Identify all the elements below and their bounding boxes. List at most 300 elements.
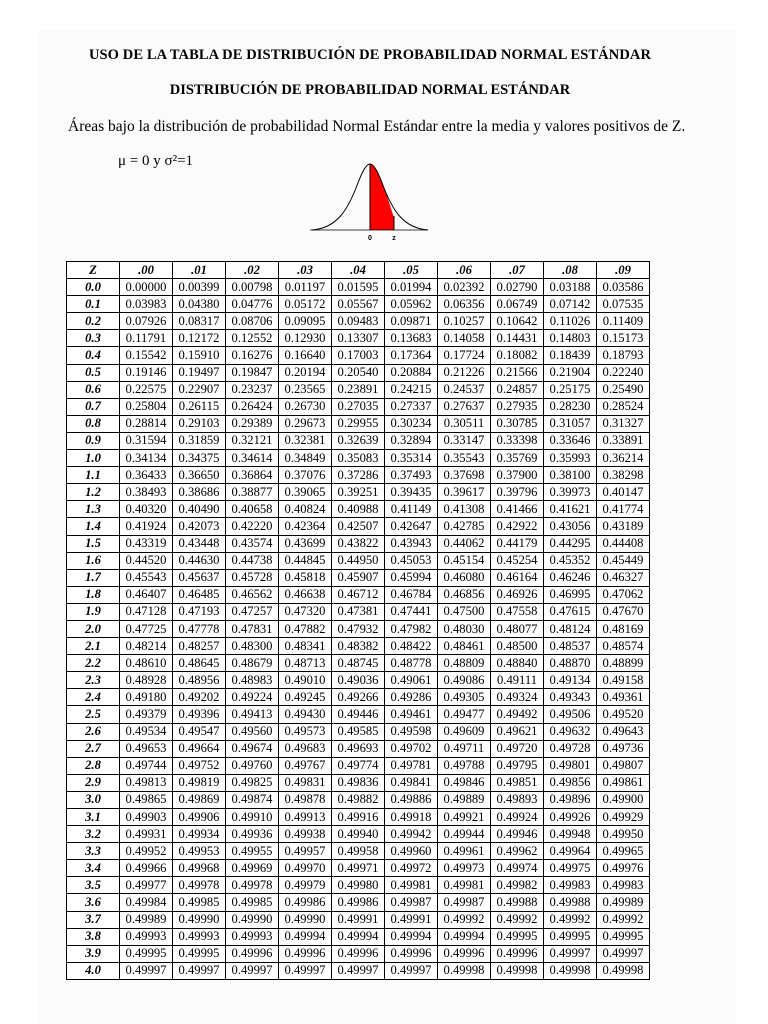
table-cell: 0.49993 bbox=[120, 928, 173, 945]
table-cell: 0.49996 bbox=[279, 945, 332, 962]
table-row bbox=[67, 791, 650, 808]
row-header-z: 0.2 bbox=[67, 313, 120, 330]
table-cell: 0.43574 bbox=[226, 535, 279, 552]
table-cell: 0.49893 bbox=[491, 791, 544, 808]
table-cell: 0.34134 bbox=[120, 450, 173, 467]
table-cell: 0.49801 bbox=[544, 757, 597, 774]
table-cell: 0.48983 bbox=[226, 672, 279, 689]
table-cell: 0.18439 bbox=[544, 347, 597, 364]
table-cell: 0.49964 bbox=[544, 843, 597, 860]
table-cell: 0.45352 bbox=[544, 552, 597, 569]
table-cell: 0.34375 bbox=[173, 450, 226, 467]
table-cell: 0.38100 bbox=[544, 467, 597, 484]
row-header-z: 3.1 bbox=[67, 809, 120, 826]
table-row bbox=[67, 620, 650, 637]
table-cell: 0.07926 bbox=[120, 313, 173, 330]
table-cell: 0.49948 bbox=[544, 826, 597, 843]
table-cell: 0.39617 bbox=[438, 484, 491, 501]
shaded-area bbox=[370, 164, 394, 230]
table-cell: 0.33891 bbox=[597, 432, 650, 449]
table-cell: 0.01994 bbox=[385, 279, 438, 296]
table-cell: 0.11026 bbox=[544, 313, 597, 330]
table-cell: 0.48809 bbox=[438, 655, 491, 672]
table-cell: 0.46638 bbox=[279, 586, 332, 603]
table-cell: 0.48537 bbox=[544, 638, 597, 655]
table-cell: 0.49931 bbox=[120, 826, 173, 843]
table-cell: 0.49396 bbox=[173, 706, 226, 723]
table-cell: 0.02790 bbox=[491, 279, 544, 296]
table-row bbox=[67, 432, 650, 449]
table-cell: 0.43189 bbox=[597, 518, 650, 535]
table-cell: 0.49998 bbox=[544, 962, 597, 979]
table-cell: 0.41466 bbox=[491, 501, 544, 518]
table-row bbox=[67, 689, 650, 706]
table-cell: 0.49944 bbox=[438, 826, 491, 843]
table-cell: 0.00000 bbox=[120, 279, 173, 296]
table-cell: 0.47670 bbox=[597, 603, 650, 620]
table-body bbox=[67, 279, 650, 980]
row-header-z: 4.0 bbox=[67, 962, 120, 979]
table-cell: 0.49134 bbox=[544, 672, 597, 689]
table-row bbox=[67, 809, 650, 826]
table-cell: 0.49997 bbox=[226, 962, 279, 979]
table-cell: 0.49461 bbox=[385, 706, 438, 723]
table-cell: 0.08317 bbox=[173, 313, 226, 330]
table-cell: 0.49831 bbox=[279, 774, 332, 791]
table-cell: 0.49158 bbox=[597, 672, 650, 689]
table-cell: 0.49585 bbox=[332, 723, 385, 740]
table-cell: 0.19146 bbox=[120, 364, 173, 381]
table-cell: 0.48574 bbox=[597, 638, 650, 655]
table-cell: 0.38877 bbox=[226, 484, 279, 501]
table-cell: 0.49992 bbox=[597, 911, 650, 928]
table-cell: 0.23565 bbox=[279, 381, 332, 398]
table-cell: 0.45907 bbox=[332, 569, 385, 586]
table-cell: 0.44738 bbox=[226, 552, 279, 569]
table-cell: 0.49952 bbox=[120, 843, 173, 860]
table-cell: 0.46784 bbox=[385, 586, 438, 603]
table-cell: 0.48745 bbox=[332, 655, 385, 672]
table-cell: 0.45154 bbox=[438, 552, 491, 569]
table-cell: 0.49991 bbox=[332, 911, 385, 928]
table-cell: 0.47982 bbox=[385, 620, 438, 637]
table-cell: 0.40147 bbox=[597, 484, 650, 501]
table-cell: 0.45637 bbox=[173, 569, 226, 586]
table-cell: 0.46995 bbox=[544, 586, 597, 603]
table-cell: 0.11409 bbox=[597, 313, 650, 330]
table-cell: 0.49962 bbox=[491, 843, 544, 860]
table-cell: 0.44179 bbox=[491, 535, 544, 552]
table-cell: 0.13307 bbox=[332, 330, 385, 347]
table-cell: 0.49997 bbox=[120, 962, 173, 979]
table-row bbox=[67, 655, 650, 672]
table-cell: 0.49324 bbox=[491, 689, 544, 706]
table-cell: 0.28230 bbox=[544, 398, 597, 415]
table-cell: 0.35543 bbox=[438, 450, 491, 467]
table-cell: 0.29103 bbox=[173, 415, 226, 432]
table-cell: 0.47882 bbox=[279, 620, 332, 637]
table-cell: 0.31594 bbox=[120, 432, 173, 449]
row-header-z: 2.8 bbox=[67, 757, 120, 774]
row-header-z: 2.4 bbox=[67, 689, 120, 706]
table-cell: 0.47128 bbox=[120, 603, 173, 620]
table-cell: 0.47193 bbox=[173, 603, 226, 620]
table-cell: 0.44295 bbox=[544, 535, 597, 552]
table-cell: 0.26424 bbox=[226, 398, 279, 415]
table-row bbox=[67, 364, 650, 381]
table-cell: 0.23237 bbox=[226, 381, 279, 398]
table-cell: 0.42073 bbox=[173, 518, 226, 535]
table-cell: 0.47320 bbox=[279, 603, 332, 620]
table-cell: 0.49767 bbox=[279, 757, 332, 774]
table-cell: 0.49989 bbox=[597, 894, 650, 911]
table-cell: 0.48300 bbox=[226, 638, 279, 655]
table-cell: 0.34614 bbox=[226, 450, 279, 467]
table-cell: 0.49379 bbox=[120, 706, 173, 723]
table-row bbox=[67, 484, 650, 501]
table-cell: 0.09095 bbox=[279, 313, 332, 330]
table-cell: 0.30511 bbox=[438, 415, 491, 432]
table-row bbox=[67, 860, 650, 877]
table-cell: 0.49995 bbox=[597, 928, 650, 945]
table-cell: 0.32894 bbox=[385, 432, 438, 449]
table-cell: 0.49994 bbox=[279, 928, 332, 945]
table-row bbox=[67, 706, 650, 723]
table-cell: 0.20540 bbox=[332, 364, 385, 381]
table-cell: 0.49413 bbox=[226, 706, 279, 723]
table-cell: 0.49990 bbox=[279, 911, 332, 928]
row-header-z: 3.3 bbox=[67, 843, 120, 860]
table-cell: 0.20194 bbox=[279, 364, 332, 381]
table-cell: 0.23891 bbox=[332, 381, 385, 398]
table-cell: 0.49878 bbox=[279, 791, 332, 808]
table-row bbox=[67, 518, 650, 535]
row-header-z: 0.1 bbox=[67, 296, 120, 313]
table-cell: 0.27035 bbox=[332, 398, 385, 415]
table-cell: 0.49997 bbox=[544, 945, 597, 962]
table-cell: 0.47932 bbox=[332, 620, 385, 637]
table-cell: 0.08706 bbox=[226, 313, 279, 330]
table-row bbox=[67, 603, 650, 620]
table-description: Áreas bajo la distribución de probabilidad Normal Estándar entre la media y valores positivos de Z. bbox=[68, 118, 686, 135]
table-cell: 0.41621 bbox=[544, 501, 597, 518]
table-cell: 0.49934 bbox=[173, 826, 226, 843]
table-cell: 0.27337 bbox=[385, 398, 438, 415]
table-cell: 0.49896 bbox=[544, 791, 597, 808]
table-cell: 0.47381 bbox=[332, 603, 385, 620]
table-cell: 0.48077 bbox=[491, 620, 544, 637]
table-cell: 0.49998 bbox=[491, 962, 544, 979]
table-cell: 0.22240 bbox=[597, 364, 650, 381]
table-cell: 0.46856 bbox=[438, 586, 491, 603]
table-cell: 0.49534 bbox=[120, 723, 173, 740]
table-cell: 0.47441 bbox=[385, 603, 438, 620]
table-cell: 0.03983 bbox=[120, 296, 173, 313]
table-cell: 0.49573 bbox=[279, 723, 332, 740]
table-cell: 0.48778 bbox=[385, 655, 438, 672]
table-cell: 0.49997 bbox=[173, 962, 226, 979]
table-cell: 0.49938 bbox=[279, 826, 332, 843]
table-cell: 0.22907 bbox=[173, 381, 226, 398]
table-cell: 0.49970 bbox=[279, 860, 332, 877]
table-cell: 0.49492 bbox=[491, 706, 544, 723]
table-cell: 0.49994 bbox=[332, 928, 385, 945]
table-cell: 0.49940 bbox=[332, 826, 385, 843]
table-cell: 0.45543 bbox=[120, 569, 173, 586]
table-cell: 0.22575 bbox=[120, 381, 173, 398]
table-cell: 0.39435 bbox=[385, 484, 438, 501]
row-header-z: 2.0 bbox=[67, 620, 120, 637]
table-cell: 0.19847 bbox=[226, 364, 279, 381]
table-cell: 0.49621 bbox=[491, 723, 544, 740]
row-header-z: 3.8 bbox=[67, 928, 120, 945]
table-cell: 0.12552 bbox=[226, 330, 279, 347]
z-table bbox=[66, 261, 650, 980]
table-cell: 0.49965 bbox=[597, 843, 650, 860]
table-cell: 0.49846 bbox=[438, 774, 491, 791]
table-cell: 0.07142 bbox=[544, 296, 597, 313]
table-cell: 0.43822 bbox=[332, 535, 385, 552]
table-cell: 0.49958 bbox=[332, 843, 385, 860]
row-header-z: 3.6 bbox=[67, 894, 120, 911]
table-cell: 0.49985 bbox=[226, 894, 279, 911]
table-cell: 0.49985 bbox=[173, 894, 226, 911]
table-cell: 0.47725 bbox=[120, 620, 173, 637]
table-cell: 0.48899 bbox=[597, 655, 650, 672]
table-cell: 0.49653 bbox=[120, 740, 173, 757]
table-cell: 0.02392 bbox=[438, 279, 491, 296]
table-cell: 0.49990 bbox=[226, 911, 279, 928]
table-cell: 0.49446 bbox=[332, 706, 385, 723]
table-cell: 0.48257 bbox=[173, 638, 226, 655]
table-cell: 0.49343 bbox=[544, 689, 597, 706]
table-cell: 0.49643 bbox=[597, 723, 650, 740]
table-cell: 0.48956 bbox=[173, 672, 226, 689]
table-row bbox=[67, 330, 650, 347]
table-cell: 0.48461 bbox=[438, 638, 491, 655]
table-cell: 0.49224 bbox=[226, 689, 279, 706]
table-row bbox=[67, 415, 650, 432]
table-row bbox=[67, 894, 650, 911]
table-row bbox=[67, 774, 650, 791]
table-cell: 0.49976 bbox=[597, 860, 650, 877]
table-cell: 0.19497 bbox=[173, 364, 226, 381]
row-header-z: 2.3 bbox=[67, 672, 120, 689]
table-cell: 0.49996 bbox=[491, 945, 544, 962]
row-header-z: 2.7 bbox=[67, 740, 120, 757]
table-cell: 0.49987 bbox=[438, 894, 491, 911]
table-cell: 0.49736 bbox=[597, 740, 650, 757]
table-cell: 0.49632 bbox=[544, 723, 597, 740]
table-cell: 0.30234 bbox=[385, 415, 438, 432]
table-cell: 0.47831 bbox=[226, 620, 279, 637]
table-cell: 0.47615 bbox=[544, 603, 597, 620]
table-cell: 0.49984 bbox=[120, 894, 173, 911]
table-cell: 0.49974 bbox=[491, 860, 544, 877]
table-cell: 0.49929 bbox=[597, 809, 650, 826]
table-row bbox=[67, 398, 650, 415]
table-cell: 0.49180 bbox=[120, 689, 173, 706]
row-header-z: 0.9 bbox=[67, 432, 120, 449]
table-cell: 0.49036 bbox=[332, 672, 385, 689]
row-header-z: 2.2 bbox=[67, 655, 120, 672]
table-cell: 0.29389 bbox=[226, 415, 279, 432]
row-header-z: 2.1 bbox=[67, 638, 120, 655]
table-cell: 0.48679 bbox=[226, 655, 279, 672]
table-cell: 0.06356 bbox=[438, 296, 491, 313]
table-row bbox=[67, 877, 650, 894]
table-cell: 0.17003 bbox=[332, 347, 385, 364]
table-row bbox=[67, 723, 650, 740]
table-cell: 0.49861 bbox=[597, 774, 650, 791]
table-cell: 0.49882 bbox=[332, 791, 385, 808]
table-cell: 0.48840 bbox=[491, 655, 544, 672]
header-row bbox=[67, 262, 650, 279]
table-row bbox=[67, 450, 650, 467]
row-header-z: 0.0 bbox=[67, 279, 120, 296]
table-cell: 0.07535 bbox=[597, 296, 650, 313]
table-cell: 0.49942 bbox=[385, 826, 438, 843]
table-cell: 0.49946 bbox=[491, 826, 544, 843]
table-cell: 0.49916 bbox=[332, 809, 385, 826]
table-cell: 0.49993 bbox=[173, 928, 226, 945]
table-cell: 0.49995 bbox=[491, 928, 544, 945]
table-cell: 0.33147 bbox=[438, 432, 491, 449]
table-cell: 0.49988 bbox=[491, 894, 544, 911]
table-cell: 0.49869 bbox=[173, 791, 226, 808]
table-cell: 0.31859 bbox=[173, 432, 226, 449]
table-cell: 0.40658 bbox=[226, 501, 279, 518]
table-cell: 0.49991 bbox=[385, 911, 438, 928]
table-cell: 0.49788 bbox=[438, 757, 491, 774]
table-cell: 0.49973 bbox=[438, 860, 491, 877]
column-header: .03 bbox=[279, 262, 332, 279]
table-cell: 0.49305 bbox=[438, 689, 491, 706]
table-cell: 0.47500 bbox=[438, 603, 491, 620]
table-cell: 0.35083 bbox=[332, 450, 385, 467]
table-cell: 0.04776 bbox=[226, 296, 279, 313]
table-cell: 0.49598 bbox=[385, 723, 438, 740]
table-cell: 0.43943 bbox=[385, 535, 438, 552]
table-cell: 0.26730 bbox=[279, 398, 332, 415]
table-cell: 0.49994 bbox=[438, 928, 491, 945]
table-cell: 0.46080 bbox=[438, 569, 491, 586]
table-cell: 0.14803 bbox=[544, 330, 597, 347]
table-cell: 0.34849 bbox=[279, 450, 332, 467]
table-cell: 0.15542 bbox=[120, 347, 173, 364]
table-cell: 0.45053 bbox=[385, 552, 438, 569]
table-cell: 0.05567 bbox=[332, 296, 385, 313]
table-cell: 0.26115 bbox=[173, 398, 226, 415]
table-cell: 0.49856 bbox=[544, 774, 597, 791]
table-cell: 0.09483 bbox=[332, 313, 385, 330]
table-cell: 0.46485 bbox=[173, 586, 226, 603]
table-cell: 0.35769 bbox=[491, 450, 544, 467]
row-header-z: 3.5 bbox=[67, 877, 120, 894]
table-cell: 0.49990 bbox=[173, 911, 226, 928]
column-header: .00 bbox=[120, 262, 173, 279]
column-header-z: Z bbox=[67, 262, 120, 279]
table-cell: 0.49994 bbox=[385, 928, 438, 945]
table-cell: 0.47558 bbox=[491, 603, 544, 620]
table-cell: 0.42220 bbox=[226, 518, 279, 535]
table-cell: 0.49988 bbox=[544, 894, 597, 911]
table-cell: 0.49674 bbox=[226, 740, 279, 757]
table-cell: 0.10642 bbox=[491, 313, 544, 330]
table-cell: 0.25804 bbox=[120, 398, 173, 415]
table-cell: 0.36864 bbox=[226, 467, 279, 484]
document-subtitle: DISTRIBUCIÓN DE PROBABILIDAD NORMAL ESTÁNDAR bbox=[169, 82, 571, 98]
table-cell: 0.48500 bbox=[491, 638, 544, 655]
table-cell: 0.49992 bbox=[491, 911, 544, 928]
table-cell: 0.49851 bbox=[491, 774, 544, 791]
table-cell: 0.49430 bbox=[279, 706, 332, 723]
table-cell: 0.48928 bbox=[120, 672, 173, 689]
table-row bbox=[67, 347, 650, 364]
table-cell: 0.44950 bbox=[332, 552, 385, 569]
column-header: .06 bbox=[438, 262, 491, 279]
table-cell: 0.48645 bbox=[173, 655, 226, 672]
table-cell: 0.12172 bbox=[173, 330, 226, 347]
table-cell: 0.36650 bbox=[173, 467, 226, 484]
table-cell: 0.49968 bbox=[173, 860, 226, 877]
table-cell: 0.41308 bbox=[438, 501, 491, 518]
table-cell: 0.11791 bbox=[120, 330, 173, 347]
table-cell: 0.46926 bbox=[491, 586, 544, 603]
table-cell: 0.49819 bbox=[173, 774, 226, 791]
row-header-z: 1.1 bbox=[67, 467, 120, 484]
row-header-z: 3.2 bbox=[67, 826, 120, 843]
table-cell: 0.24215 bbox=[385, 381, 438, 398]
table-row bbox=[67, 928, 650, 945]
table-cell: 0.49926 bbox=[544, 809, 597, 826]
table-row bbox=[67, 501, 650, 518]
table-cell: 0.15173 bbox=[597, 330, 650, 347]
table-cell: 0.45728 bbox=[226, 569, 279, 586]
table-cell: 0.49979 bbox=[279, 877, 332, 894]
row-header-z: 0.7 bbox=[67, 398, 120, 415]
table-cell: 0.39796 bbox=[491, 484, 544, 501]
table-cell: 0.03586 bbox=[597, 279, 650, 296]
row-header-z: 3.7 bbox=[67, 911, 120, 928]
row-header-z: 3.0 bbox=[67, 791, 120, 808]
table-cell: 0.49086 bbox=[438, 672, 491, 689]
table-cell: 0.17724 bbox=[438, 347, 491, 364]
table-cell: 0.49720 bbox=[491, 740, 544, 757]
table-cell: 0.49981 bbox=[385, 877, 438, 894]
table-cell: 0.49795 bbox=[491, 757, 544, 774]
table-cell: 0.49683 bbox=[279, 740, 332, 757]
table-cell: 0.38686 bbox=[173, 484, 226, 501]
table-row bbox=[67, 467, 650, 484]
table-cell: 0.45254 bbox=[491, 552, 544, 569]
table-cell: 0.41924 bbox=[120, 518, 173, 535]
table-cell: 0.49111 bbox=[491, 672, 544, 689]
table-cell: 0.20884 bbox=[385, 364, 438, 381]
row-header-z: 1.4 bbox=[67, 518, 120, 535]
table-cell: 0.43056 bbox=[544, 518, 597, 535]
table-cell: 0.49982 bbox=[491, 877, 544, 894]
table-cell: 0.49995 bbox=[544, 928, 597, 945]
table-cell: 0.29673 bbox=[279, 415, 332, 432]
table-cell: 0.15910 bbox=[173, 347, 226, 364]
table-cell: 0.44630 bbox=[173, 552, 226, 569]
table-cell: 0.49547 bbox=[173, 723, 226, 740]
table-cell: 0.49995 bbox=[173, 945, 226, 962]
table-cell: 0.49978 bbox=[173, 877, 226, 894]
table-cell: 0.38493 bbox=[120, 484, 173, 501]
table-cell: 0.37286 bbox=[332, 467, 385, 484]
